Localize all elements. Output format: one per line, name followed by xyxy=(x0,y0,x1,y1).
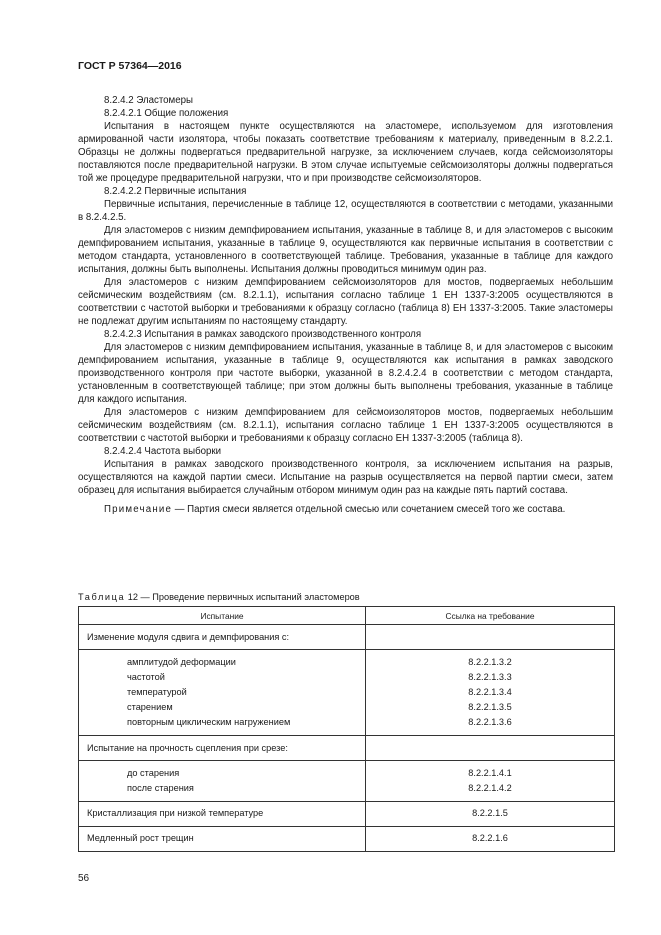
requirements-table xyxy=(78,606,615,852)
test-item: Кристаллизация при низкой температуре xyxy=(87,808,264,818)
section-heading: 8.2.4.2.2 Первичные испытания xyxy=(104,186,247,197)
header-test: Испытание xyxy=(79,607,366,625)
test-item: температурой xyxy=(127,687,187,697)
body-text xyxy=(78,94,613,516)
paragraph: Для эластомеров с низким демпфированием для сейсмоизоляторов мостов, подвергаемых небольшим сейсмическим воздействиям (см. 8.2.1.1), испытания согласно таблице 1 ЕН 1337-3:2005 осуществляются в соответствии с частотой выборки и требованиями к образцу согласно ЕН 1337-3:2005 (таблица 8). xyxy=(78,407,613,444)
section-heading: 8.2.4.2 Эластомеры xyxy=(104,95,193,106)
table-row xyxy=(79,802,615,827)
table-row xyxy=(79,650,615,736)
test-item: повторным циклическим нагружением xyxy=(127,717,291,727)
table-row xyxy=(79,625,615,650)
test-item: амплитудой деформации xyxy=(127,657,236,667)
reference: 8.2.2.1.3.5 xyxy=(468,702,512,712)
section-heading: 8.2.4.2.3 Испытания в рамках заводского производственного контроля xyxy=(104,329,422,340)
reference: 8.2.2.1.3.6 xyxy=(468,717,512,727)
table-caption xyxy=(78,592,360,602)
paragraph: Испытания в настоящем пункте осуществляются на эластомере, используемом для изготовления армированной части изолятора, чтобы показать соответствие требованиям к материалу, приведенным в 8.2.2.1. Образцы не должны подвергаться предварительной нагрузке, за исключением случаев, когда сейсмоизоляторы поставляются после предварительной нагрузки. В этом случае испытуемые сейсмоизоляторы должны подвергаться той же процедуре предварительной нагрузки, что и при производстве сейсмоизоляторов. xyxy=(78,121,613,184)
page-number: 56 xyxy=(78,873,90,884)
paragraph: Испытания в рамках заводского производственного контроля, за исключением испытания на разрыв, осуществляются на каждой партии смеси. Испытание на разрыв осуществляется на первой партии смеси, затем образец для испытания выбирается случайным отбором минимум один раз на каждые пять партий состава. xyxy=(78,459,613,496)
reference: 8.2.2.1.3.3 xyxy=(468,672,512,682)
paragraph: Первичные испытания, перечисленные в таблице 12, осуществляются в соответствии с методами, указанными в 8.2.4.2.5. xyxy=(78,199,613,223)
header-reference: Ссылка на требование xyxy=(366,607,615,625)
table-row xyxy=(79,827,615,852)
document-header: ГОСТ Р 57364—2016 xyxy=(78,60,182,72)
test-item: частотой xyxy=(127,672,165,682)
note-label: Примечание xyxy=(104,504,173,515)
table-caption-text: 12 — Проведение первичных испытаний эластомеров xyxy=(125,592,360,602)
section-heading: 8.2.4.2.1 Общие положения xyxy=(104,108,229,119)
reference: 8.2.2.1.3.2 xyxy=(468,657,512,667)
test-item: до старения xyxy=(127,768,180,778)
reference: 8.2.2.1.5 xyxy=(472,808,508,818)
paragraph: Для эластомеров с низким демпфированием испытания, указанные в таблице 8, и для эластомеров с высоким демпфированием испытания, указанные в таблице 9, осуществляются как испытания в рамках заводского производственного контроля при частоте выборки, указанной в 8.2.4.2.4 в соответствии с методом стандарта, установленным в соответствующей таблице; при этом должны быть выполнены требования, указанные в таблице для каждого испытания. xyxy=(78,342,613,405)
table-row xyxy=(79,736,615,761)
reference: 8.2.2.1.3.4 xyxy=(468,687,512,697)
test-item: после старения xyxy=(127,783,194,793)
test-item: Медленный рост трещин xyxy=(87,833,194,843)
table-header-row xyxy=(79,607,615,625)
paragraph: Для эластомеров с низким демпфированием сейсмоизоляторов для мостов, подвергаемых небольшим сейсмическим воздействиям (см. 8.2.1.1), испытания согласно таблице 1 ЕН 1337-3:2005 осуществляются в соответствии с частотой выборки и требованиями к образцу согласно (таблица 8) ЕН 1337-3:2005. Такие эластомеры не подлежат другим испытаниям по настоящему стандарту. xyxy=(78,277,613,327)
reference: 8.2.2.1.4.2 xyxy=(468,783,512,793)
test-item: старением xyxy=(127,702,173,712)
reference: 8.2.2.1.4.1 xyxy=(468,768,512,778)
table-caption-label: Таблица xyxy=(78,592,126,602)
reference: 8.2.2.1.6 xyxy=(472,833,508,843)
paragraph: Для эластомеров с низким демпфированием испытания, указанные в таблице 8, и для эластомеров с высоким демпфированием испытания, указанные в таблице 9, осуществляются как первичные испытания в соответствии с методом стандарта, установленного в соответствующей таблице. Требования, указанные в таблице для каждого испытания, должны быть выполнены. Испытания должны проводиться минимум один раз. xyxy=(78,225,613,275)
section-heading: 8.2.4.2.4 Частота выборки xyxy=(104,446,222,457)
note-text: — Партия смеси является отдельной смесью или сочетанием смесей того же состава. xyxy=(172,504,566,515)
table-row xyxy=(79,761,615,802)
note xyxy=(78,503,613,516)
group-title: Испытание на прочность сцепления при срезе: xyxy=(87,743,288,753)
group-title: Изменение модуля сдвига и демпфирования с: xyxy=(87,632,290,642)
